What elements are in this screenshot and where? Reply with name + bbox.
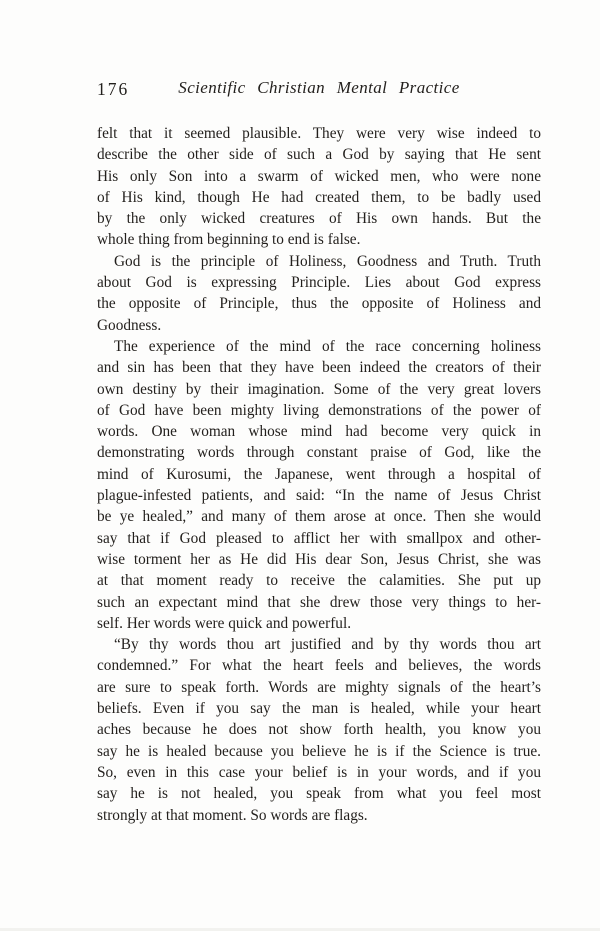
text-line: felt that it seemed plausible. They were very wise indeed to: [97, 125, 541, 142]
text-line: at that moment ready to receive the calamities. She put up: [97, 572, 541, 590]
text-line: and sin has been that they have been indeed the creators of their: [97, 359, 541, 377]
text-line: strongly at that moment. So words are flags.: [97, 806, 368, 824]
text-line: are sure to speak forth. Words are mighty signals of the heart’s: [97, 678, 541, 696]
text-line: God is the principle of Holiness, Goodness and Truth. Truth: [114, 252, 541, 270]
text-line: of God have been mighty living demonstrations of the power of: [97, 401, 541, 419]
text-line: self. Her words were quick and powerful.: [97, 614, 352, 632]
text-line: of His kind, though He had created them, to be badly used: [97, 188, 541, 206]
text-line: say that if God pleased to afflict her with smallpox and other-: [97, 529, 541, 547]
text-line: whole thing from beginning to end is false.: [97, 231, 361, 249]
page-header: [97, 78, 541, 102]
body-text: [97, 123, 541, 826]
paragraph: [97, 634, 541, 826]
text-line: Goodness.: [97, 316, 162, 334]
text-line: say he is healed because you believe he is if the Science is true.: [97, 742, 541, 760]
text-line: The experience of the mind of the race concerning holiness: [114, 337, 541, 355]
text-line: describe the other side of such a God by saying that He sent: [97, 146, 541, 164]
running-head-title: Scientific Christian Mental Practice: [178, 78, 460, 97]
text-line: mind of Kurosumi, the Japanese, went through a hospital of: [97, 465, 541, 483]
text-line: say he is not healed, you speak from what you feel most: [97, 785, 541, 803]
text-line: aches because he does not show forth health, you know you: [97, 721, 541, 739]
text-line: condemned.” For what the heart feels and believes, the words: [97, 657, 541, 675]
paragraph: [97, 251, 541, 336]
text-line: be ye healed,” and many of them arose at once. Then she would: [97, 508, 541, 526]
text-line: about God is expressing Principle. Lies about God express: [97, 274, 541, 292]
text-line: the opposite of Principle, thus the opposite of Holiness and: [97, 295, 541, 313]
text-line: So, even in this case your belief is in your words, and if you: [97, 763, 541, 781]
text-line: by the only wicked creatures of His own hands. But the: [97, 210, 541, 228]
paragraph: [97, 336, 541, 634]
text-line: beliefs. Even if you say the man is healed, while your heart: [97, 700, 541, 718]
page-number: 176: [97, 79, 130, 99]
text-line: demonstrating words through constant praise of God, like the: [97, 444, 541, 462]
text-line: such an expectant mind that she drew those very things to her-: [97, 593, 541, 611]
text-line: His only Son into a swarm of wicked men, who were none: [97, 167, 541, 185]
text-line: “By thy words thou art justified and by thy words thou art: [114, 636, 541, 654]
paragraph: [97, 123, 541, 251]
text-line: words. One woman whose mind had become very quick in: [97, 423, 541, 441]
text-line: own destiny by their imagination. Some of the very great lovers: [97, 380, 541, 398]
text-line: wise torment her as He did His dear Son, Jesus Christ, she was: [97, 550, 541, 568]
text-line: plague-infested patients, and said: “In the name of Jesus Christ: [97, 487, 541, 505]
